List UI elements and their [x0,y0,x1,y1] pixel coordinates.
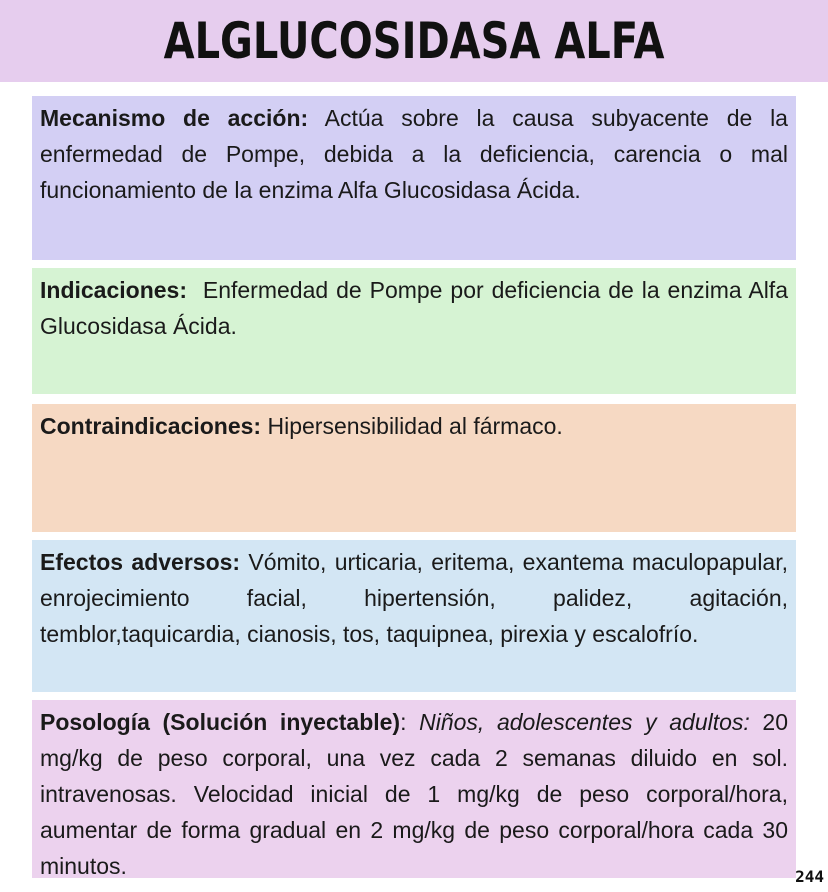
posologia-population: Niños, adolescentes y adultos: [419,709,750,735]
efectos-text: Vómito, urticaria, eritema, exantema maculopapular, enrojecimiento facial, hipertensión, palidez, agitación, temblor,taquicardia, cianosis, tos, taquipnea, pirexia y escalofrío. [40,549,789,647]
indicaciones-text: Enfermedad de Pompe por deficiencia de la enzima Alfa Glucosidasa Ácida. [40,277,795,339]
posologia-section [32,700,796,878]
posologia-heading: Posología (Solución inyectable) [40,709,401,735]
indicaciones-section [32,268,796,394]
mecanismo-section [32,96,796,260]
contraindicaciones-section [32,404,796,532]
page-number: 244 [795,867,824,886]
mecanismo-heading: Mecanismo de acción: [40,105,309,131]
mecanismo-text: Actúa sobre la causa subyacente de la enfermedad de Pompe, debida a la deficiencia, carencia o mal funcionamiento de la enzima Alfa Glucosidasa Ácida. [40,105,788,203]
contraindicaciones-text: Hipersensibilidad al fármaco. [261,413,563,439]
contraindicaciones-heading: Contraindicaciones: [40,413,262,439]
title-bar [0,0,828,82]
page-title: ALGLUCOSIDASA ALFA [163,12,665,70]
efectos-heading: Efectos adversos: [40,549,241,575]
posologia-text: 20 mg/kg de peso corporal, una vez cada 2 semanas diluido en sol. intravenosas. Velocidad inicial de 1 mg/kg de peso corporal/hora, aumentar de forma gradual en 2 mg/kg de peso corporal/hora cada 30 minutos. [40,709,789,879]
posologia-separator: : [400,709,420,735]
efectos-adversos-section [32,540,796,692]
indicaciones-heading: Indicaciones: [40,277,187,303]
